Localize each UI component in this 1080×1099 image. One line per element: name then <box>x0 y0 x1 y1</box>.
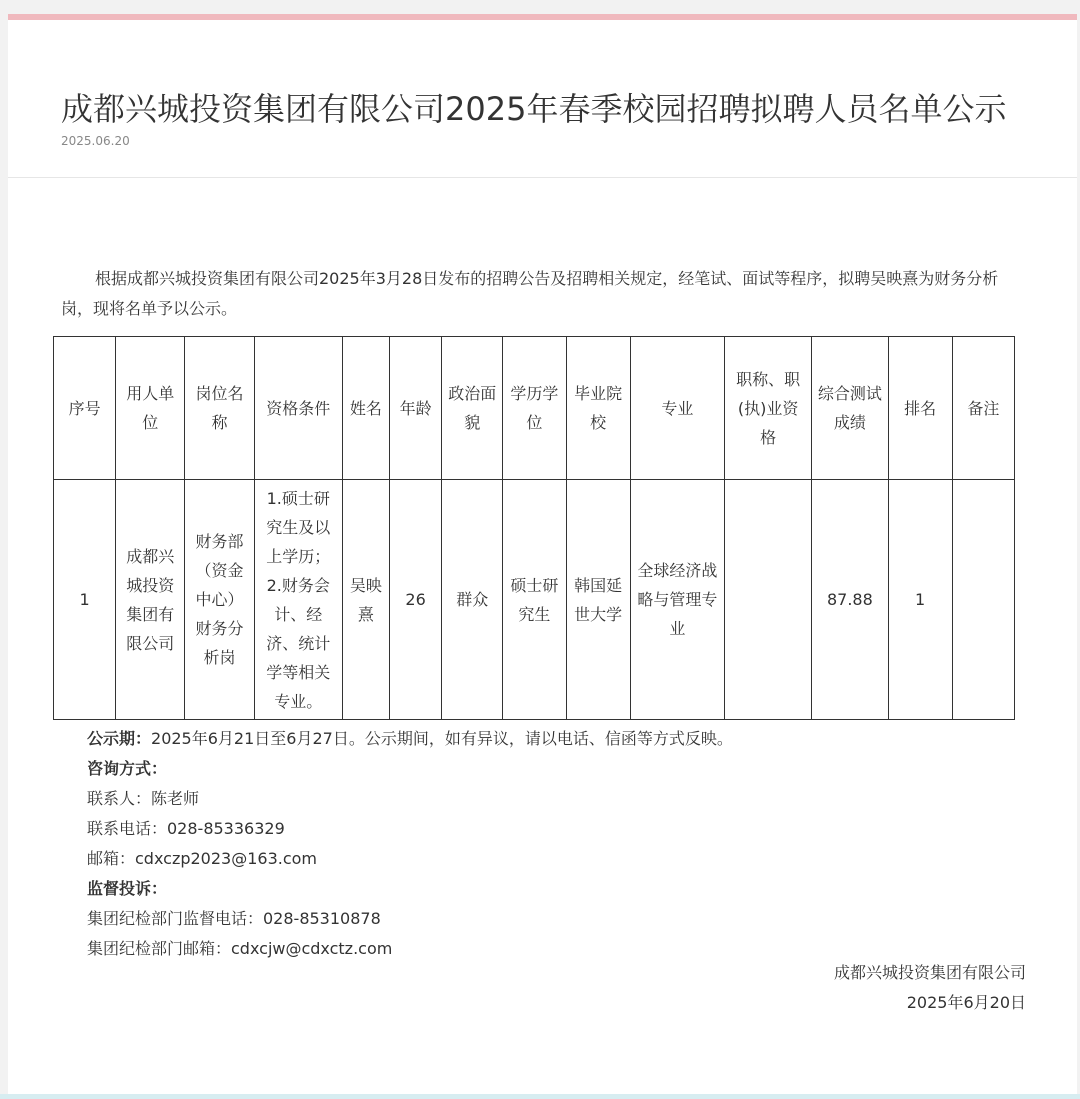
cell-employer: 成都兴城投资集团有限公司 <box>116 480 185 720</box>
header-cell: 用人单位 <box>116 337 185 480</box>
header-cell: 序号 <box>54 337 116 480</box>
header-cell: 备注 <box>952 337 1014 480</box>
bottom-bar <box>0 1094 1080 1099</box>
signature-org: 成都兴城投资集团有限公司 <box>833 963 1026 982</box>
contact-person: 联系人：陈老师 <box>87 789 200 808</box>
candidate-table <box>53 336 1015 720</box>
cell-degree: 硕士研究生 <box>503 480 566 720</box>
cell-age: 26 <box>390 480 442 720</box>
cell-rank: 1 <box>888 480 952 720</box>
cell-school: 韩国延世大学 <box>566 480 630 720</box>
notice-block <box>87 724 733 964</box>
header-cell: 排名 <box>888 337 952 480</box>
header-cell: 学历学位 <box>503 337 566 480</box>
table-header-row <box>54 337 1015 480</box>
header-cell: 职称、职(执)业资格 <box>725 337 812 480</box>
table-row <box>54 480 1015 720</box>
cell-name: 吴映熹 <box>342 480 389 720</box>
page-title: 成都兴城投资集团有限公司2025年春季校园招聘拟聘人员名单公示 <box>61 90 1007 128</box>
supervise-label: 监督投诉： <box>87 879 168 898</box>
cell-political-status: 群众 <box>442 480 503 720</box>
period-text: 2025年6月21日至6月27日。公示期间，如有异议，请以电话、信函等方式反映。 <box>151 729 733 748</box>
consult-label: 咨询方式： <box>87 759 168 778</box>
cell-position: 财务部（资金中心）财务分析岗 <box>185 480 254 720</box>
header-cell: 专业 <box>630 337 724 480</box>
supervise-email: 集团纪检部门邮箱：cdxcjw@cdxctz.com <box>87 939 393 958</box>
supervise-phone: 集团纪检部门监督电话：028-85310878 <box>87 909 381 928</box>
header-cell: 资格条件 <box>254 337 342 480</box>
header-cell: 综合测试成绩 <box>812 337 888 480</box>
cell-remarks <box>952 480 1014 720</box>
notice-period <box>87 724 733 754</box>
signature-date: 2025年6月20日 <box>906 993 1026 1012</box>
header-cell: 毕业院校 <box>566 337 630 480</box>
signature-block <box>834 958 1026 1018</box>
top-accent-bar <box>8 14 1077 20</box>
title-divider <box>8 177 1077 178</box>
header-cell: 姓名 <box>342 337 389 480</box>
publish-date: 2025.06.20 <box>61 134 130 148</box>
header-cell: 政治面貌 <box>442 337 503 480</box>
contact-email: 邮箱：cdxczp2023@163.com <box>87 849 318 868</box>
header-cell: 岗位名称 <box>185 337 254 480</box>
period-label: 公示期： <box>87 729 152 748</box>
cell-major: 全球经济战略与管理专业 <box>630 480 724 720</box>
cell-qualification <box>725 480 812 720</box>
cell-score: 87.88 <box>812 480 888 720</box>
cell-index: 1 <box>54 480 116 720</box>
cell-requirements: 1.硕士研究生及以上学历；2.财务会计、经济、统计学等相关专业。 <box>254 480 342 720</box>
header-cell: 年龄 <box>390 337 442 480</box>
intro-paragraph: 根据成都兴城投资集团有限公司2025年3月28日发布的招聘公告及招聘相关规定，经笔试、面试等程序，拟聘吴映熹为财务分析岗，现将名单予以公示。 <box>61 269 999 318</box>
contact-phone: 联系电话：028-85336329 <box>87 819 285 838</box>
